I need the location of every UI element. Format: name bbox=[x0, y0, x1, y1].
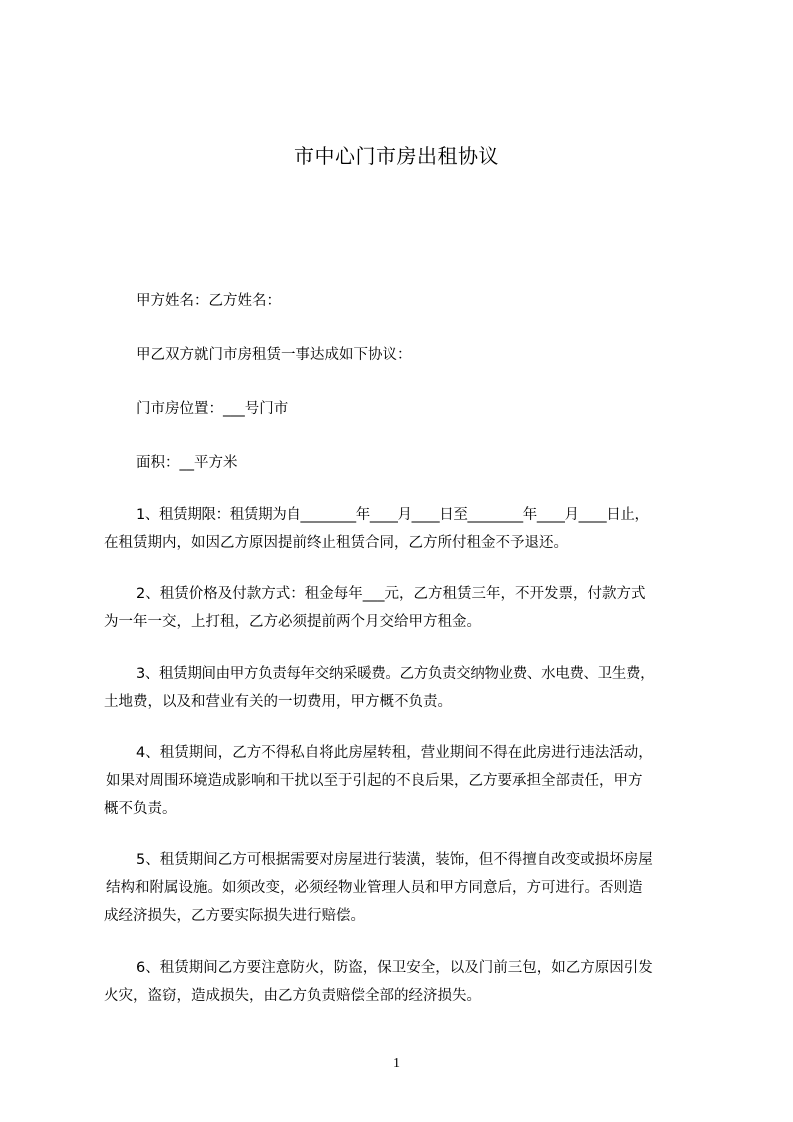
clause-2-line-1: 2、租赁价格及付款方式：租金每年___元，乙方租赁三年，不开发票，付款方式 bbox=[136, 586, 646, 602]
clause-5-line-3: 成经济损失，乙方要实际损失进行赔偿。 bbox=[104, 908, 365, 924]
parties-line: 甲方姓名：乙方姓名： bbox=[136, 293, 281, 309]
clause-2-line-2: 为一年一交，上打租，乙方必须提前两个月交给甲方租金。 bbox=[104, 614, 481, 630]
clause-1-line-1: 1、租赁期限：租赁期为自________年____月____日至________年____月____日止， bbox=[136, 507, 649, 523]
clause-3-line-2: 土地费，以及和营业有关的一切费用，甲方概不负责。 bbox=[104, 694, 452, 710]
clause-1-line-2: 在租赁期内，如因乙方原因提前终止租赁合同，乙方所付租金不予退还。 bbox=[104, 535, 568, 551]
clause-3-line-1: 3、租赁期间由甲方负责每年交纳采暖费。乙方负责交纳物业费、水电费、卫生费， bbox=[136, 666, 655, 682]
clause-6-line-2: 火灾，盗窃，造成损失，由乙方负责赔偿全部的经济损失。 bbox=[104, 988, 481, 1004]
document-title: 市中心门市房出租协议 bbox=[294, 144, 499, 168]
location-line: 门市房位置：___号门市 bbox=[136, 401, 289, 417]
clause-4-line-2: 如果对周围环境造成影响和干扰以至于引起的不良后果，乙方要承担全部责任，甲方 bbox=[106, 773, 643, 789]
clause-5-line-1: 5、租赁期间乙方可根据需要对房屋进行装潢，装饰，但不得擅自改变或损坏房屋 bbox=[136, 852, 653, 868]
clause-4-line-3: 概不负责。 bbox=[104, 801, 177, 817]
area-line: 面积：__平方米 bbox=[136, 455, 238, 471]
clause-5-line-2: 结构和附属设施。如须改变，必须经物业管理人员和甲方同意后，方可进行。否则造 bbox=[106, 880, 643, 896]
clause-6-line-1: 6、租赁期间乙方要注意防火，防盗，保卫安全，以及门前三包，如乙方原因引发 bbox=[136, 960, 653, 976]
clause-4-line-1: 4、租赁期间，乙方不得私自将此房屋转租，营业期间不得在此房进行违法活动， bbox=[136, 745, 653, 761]
intro-line: 甲乙双方就门市房租赁一事达成如下协议： bbox=[136, 347, 412, 363]
page-number: 1 bbox=[393, 1056, 400, 1071]
